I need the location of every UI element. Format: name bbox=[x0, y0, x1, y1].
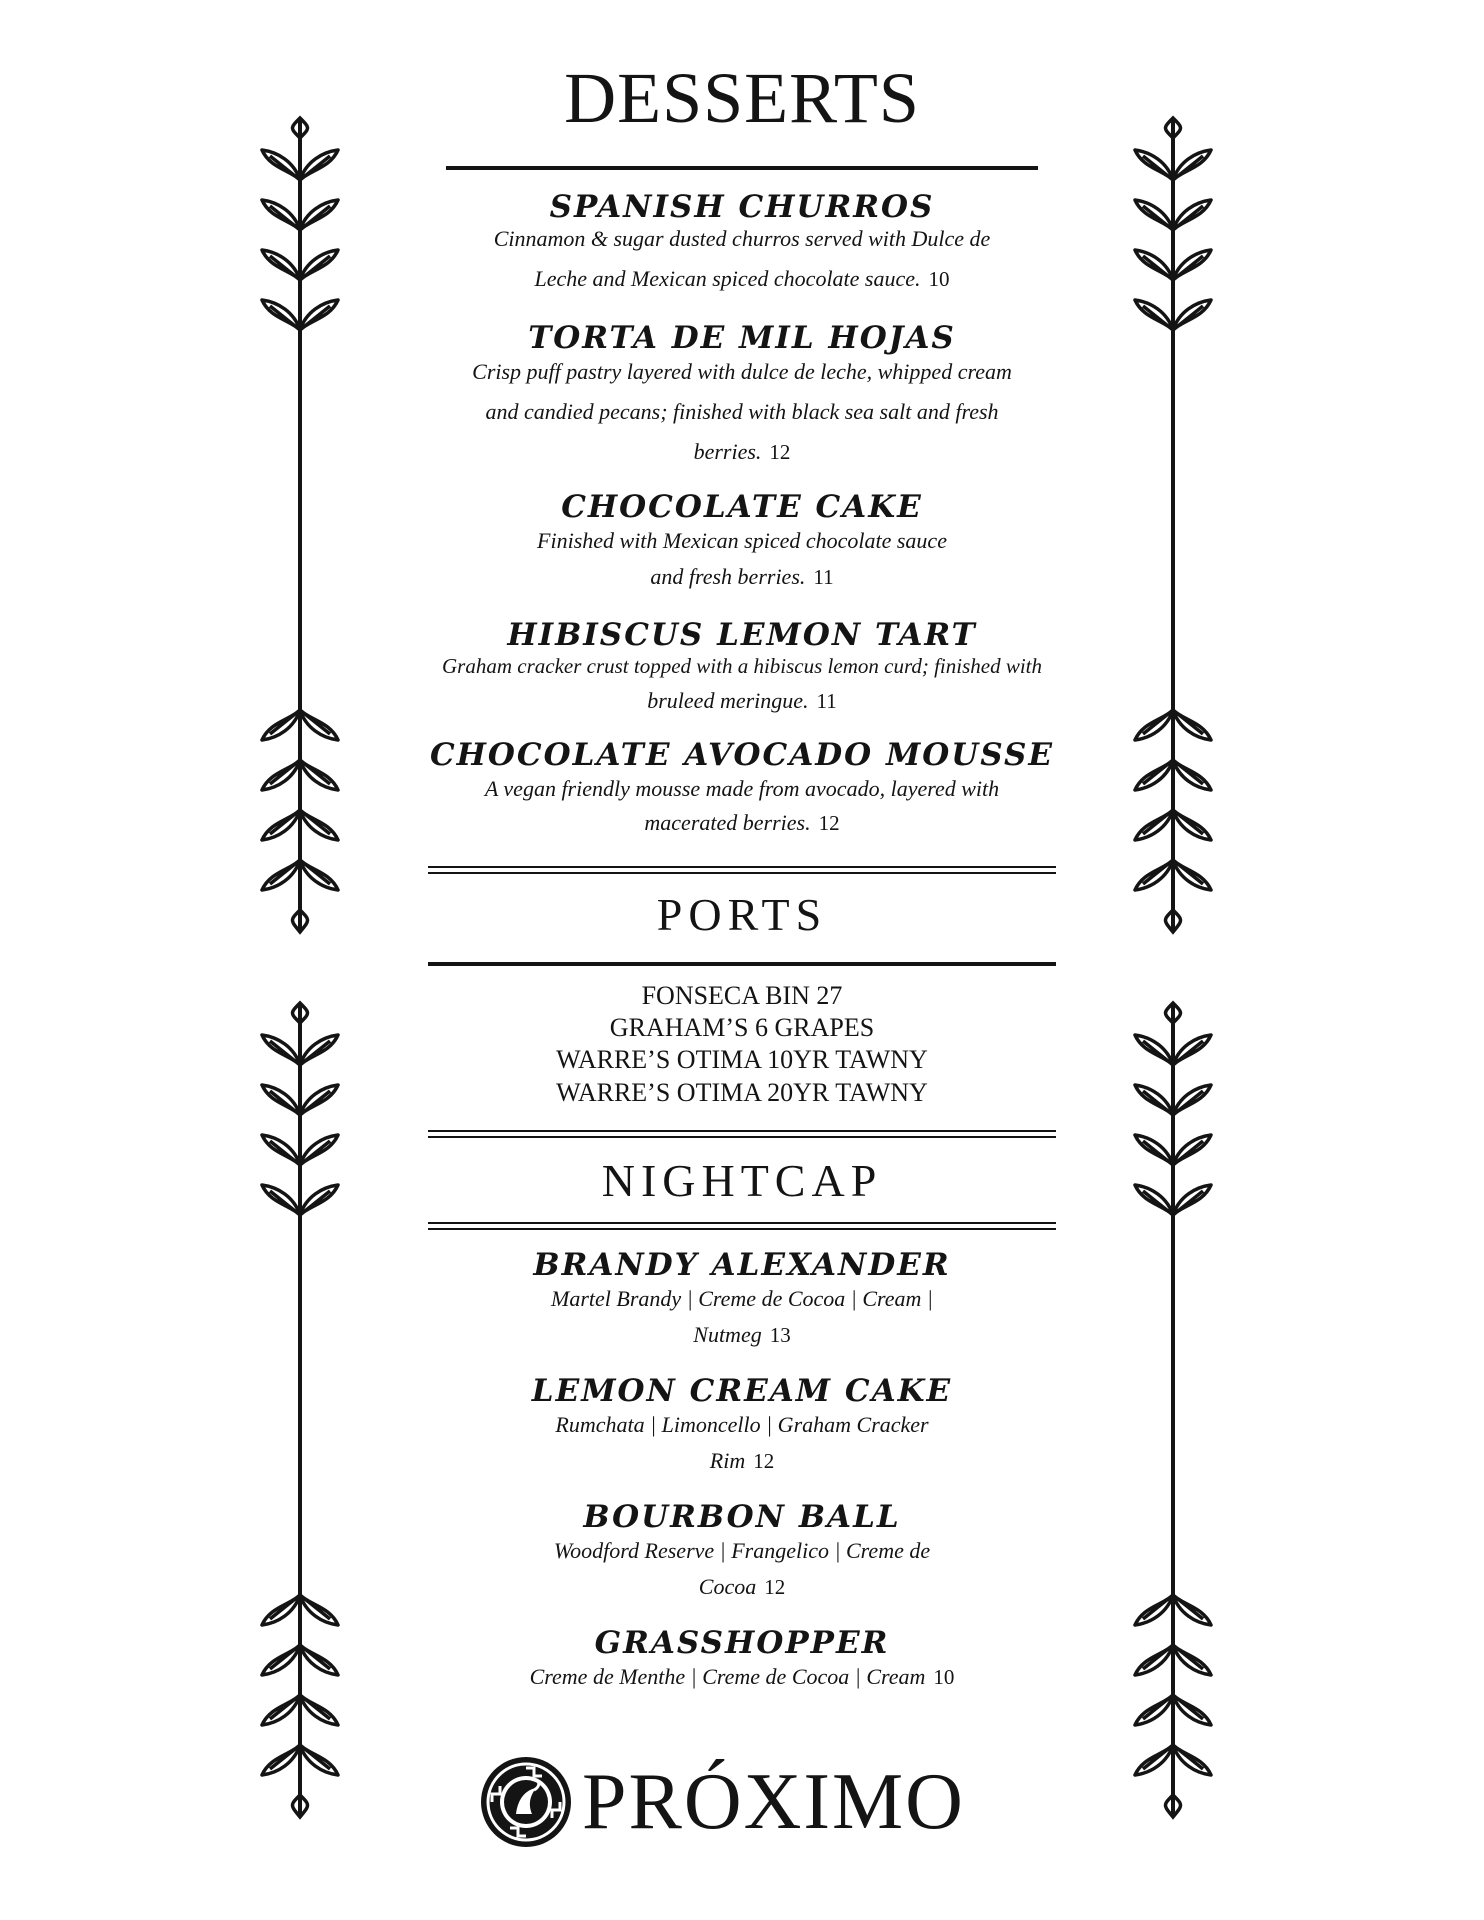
nightcap-desc-text: Rim bbox=[709, 1448, 746, 1473]
nightcap-desc-line: Woodford Reserve | Frangelico | Creme de bbox=[553, 1538, 931, 1563]
ports-rule-top-2 bbox=[428, 872, 1056, 874]
nightcap-desc-text: Nutmeg bbox=[693, 1322, 762, 1347]
port-item: GRAHAM’S 6 GRAPES bbox=[609, 1013, 875, 1042]
dessert-name: HIBISCUS LEMON TART bbox=[507, 617, 977, 653]
nightcap-desc-text: Creme de Menthe | Creme de Cocoa | Cream bbox=[529, 1664, 926, 1689]
vine-left-bottom-icon bbox=[240, 995, 360, 1825]
nightcap-title: NIGHTCAP bbox=[601, 1155, 883, 1206]
dessert-desc-line bbox=[0, 268, 1484, 290]
nightcap-price: 12 bbox=[764, 1575, 786, 1599]
dessert-desc-line bbox=[0, 441, 1484, 463]
dessert-name: CHOCOLATE CAKE bbox=[561, 489, 923, 525]
dessert-price: 11 bbox=[816, 689, 837, 713]
nightcap-name: LEMON CREAM CAKE bbox=[531, 1373, 953, 1409]
desserts-rule bbox=[446, 166, 1038, 170]
dessert-desc-line bbox=[0, 690, 1484, 712]
ports-title: PORTS bbox=[656, 889, 828, 940]
nightcap-rule-top-1 bbox=[428, 1130, 1056, 1132]
nightcap-price: 12 bbox=[753, 1449, 775, 1473]
port-item: WARRE’S OTIMA 10YR TAWNY bbox=[556, 1045, 928, 1074]
dessert-desc-line bbox=[0, 812, 1484, 834]
dessert-desc-line: Crisp puff pastry layered with dulce de leche, whipped cream bbox=[472, 359, 1012, 384]
dessert-name: CHOCOLATE AVOCADO MOUSSE bbox=[429, 737, 1055, 773]
dessert-desc-line: and candied pecans; finished with black sea salt and fresh bbox=[485, 399, 999, 424]
port-item: WARRE’S OTIMA 20YR TAWNY bbox=[556, 1078, 928, 1107]
nightcap-rule-bottom-1 bbox=[428, 1222, 1056, 1224]
nightcap-desc-line: Martel Brandy | Creme de Cocoa | Cream | bbox=[551, 1286, 933, 1311]
nightcap-price: 13 bbox=[769, 1323, 791, 1347]
dessert-desc-line: Graham cracker crust topped with a hibiscus lemon curd; finished with bbox=[442, 654, 1042, 678]
dessert-desc-text: Leche and Mexican spiced chocolate sauce. bbox=[534, 266, 921, 291]
dessert-price: 11 bbox=[813, 565, 834, 589]
nightcap-name: BOURBON BALL bbox=[583, 1499, 901, 1535]
nightcap-desc-line bbox=[0, 1324, 1484, 1346]
nightcap-desc-line bbox=[0, 1450, 1484, 1472]
nightcap-rule-top-2 bbox=[428, 1136, 1056, 1138]
dessert-desc-text: berries. bbox=[693, 439, 762, 464]
ports-rule-bottom bbox=[428, 962, 1056, 966]
brand-name: PRÓXIMO bbox=[582, 1758, 965, 1846]
ports-rule-top-1 bbox=[428, 866, 1056, 868]
desserts-title: DESSERTS bbox=[564, 58, 920, 138]
vine-right-bottom-icon bbox=[1113, 995, 1233, 1825]
nightcap-desc-line bbox=[0, 1666, 1484, 1688]
nightcap-name: GRASSHOPPER bbox=[594, 1625, 890, 1661]
dessert-desc-text: and fresh berries. bbox=[650, 564, 806, 589]
dessert-price: 12 bbox=[818, 811, 840, 835]
dessert-desc-text: macerated berries. bbox=[644, 810, 811, 835]
nightcap-price: 10 bbox=[933, 1665, 955, 1689]
dessert-desc-line: A vegan friendly mousse made from avocado, layered with bbox=[484, 776, 1000, 801]
dessert-desc-line: Finished with Mexican spiced chocolate sauce bbox=[537, 528, 947, 553]
port-item: FONSECA BIN 27 bbox=[641, 981, 843, 1010]
nightcap-desc-line: Rumchata | Limoncello | Graham Cracker bbox=[555, 1412, 929, 1437]
nightcap-desc-line bbox=[0, 1576, 1484, 1598]
brand-logo bbox=[478, 1752, 965, 1852]
dessert-name: TORTA DE MIL HOJAS bbox=[528, 320, 956, 356]
nightcap-name: BRANDY ALEXANDER bbox=[533, 1247, 951, 1283]
dessert-name: SPANISH CHURROS bbox=[549, 189, 935, 225]
nightcap-rule-bottom-2 bbox=[428, 1228, 1056, 1230]
dessert-desc-text: bruleed meringue. bbox=[647, 688, 809, 713]
dessert-desc-line: Cinnamon & sugar dusted churros served with Dulce de bbox=[493, 226, 991, 251]
greek-key-seal-icon bbox=[478, 1754, 574, 1850]
dessert-price: 12 bbox=[769, 440, 791, 464]
nightcap-desc-text: Cocoa bbox=[698, 1574, 757, 1599]
dessert-price: 10 bbox=[928, 267, 950, 291]
dessert-desc-line bbox=[0, 566, 1484, 588]
